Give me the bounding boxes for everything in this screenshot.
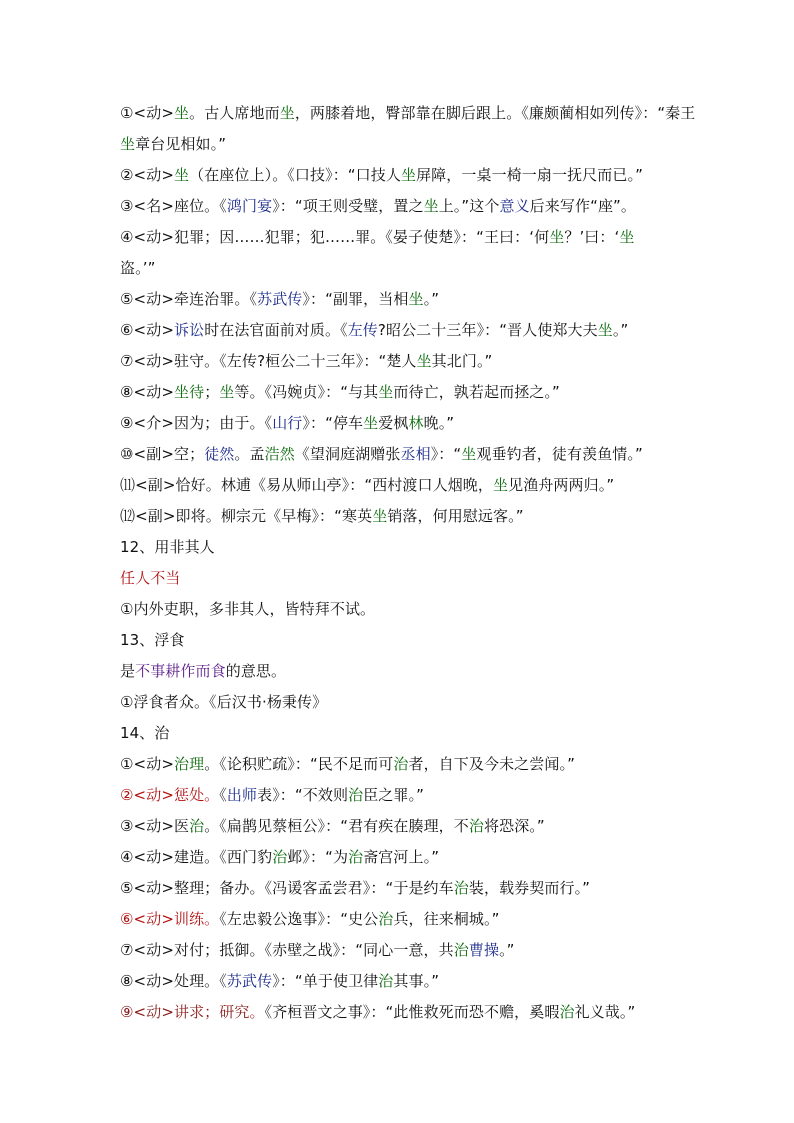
text-segment: 坐	[461, 445, 477, 463]
text-line	[120, 284, 700, 315]
text-segment: 将恐深。”	[484, 817, 545, 835]
text-segment: 其北门。”	[431, 352, 493, 370]
text-segment: 诉讼	[173, 321, 205, 339]
text-segment: 浩然	[264, 445, 295, 463]
text-segment: 不事耕作而食	[135, 662, 226, 680]
text-line	[120, 129, 700, 160]
text-segment: 》：“项王则受璧，置之	[272, 197, 424, 215]
text-segment: 观垂钓者，徒有羡鱼情。”	[476, 445, 643, 463]
text-segment: ⑧<动>处理。《	[120, 972, 227, 990]
text-segment: 《齐桓晋文之事》：“此惟救死而恐不赡，奚暇	[264, 1003, 560, 1021]
text-segment: 治	[272, 848, 288, 866]
text-segment: 苏武传	[257, 290, 303, 308]
text-segment: 鸿门宴	[226, 197, 273, 215]
text-line	[120, 935, 700, 966]
text-line	[120, 997, 700, 1028]
text-segment: ⑦<动>驻守。《左传?桓公二十三年》：“楚人	[120, 352, 417, 370]
text-segment: 14、治	[120, 724, 170, 742]
text-segment: 出师	[226, 786, 258, 804]
text-line	[120, 315, 700, 346]
text-segment: ⑥<动>训练。	[120, 910, 220, 928]
text-segment: ⑤<动>整理；备办。《冯谖客孟尝君》：“于是约车	[120, 879, 454, 897]
text-segment: 斋宫河上。”	[363, 848, 440, 866]
text-line	[120, 780, 700, 811]
text-segment: 治理	[173, 755, 205, 773]
text-segment: ①内外吏职，多非其人，皆特拜不试。	[120, 600, 376, 618]
text-line	[120, 160, 700, 191]
text-line	[120, 594, 700, 625]
text-line	[120, 191, 700, 222]
text-segment: 》：“单于使卫律	[272, 972, 379, 990]
text-segment: 左传	[347, 321, 378, 339]
text-segment: 。《扁鹊见蔡桓公》：“君有疾在腠理，不	[204, 817, 469, 835]
text-line	[120, 718, 700, 749]
text-segment: 13、浮食	[120, 631, 185, 649]
text-segment: 坐	[400, 166, 417, 184]
text-segment: ；	[204, 383, 220, 401]
text-segment: 坐	[416, 352, 432, 370]
text-segment: 坐	[120, 135, 136, 153]
text-segment: ⑨<介>因为；由于。《	[120, 414, 273, 432]
text-segment: 林	[408, 414, 424, 432]
text-segment: 屏障，一桌一椅一扇一抚尺而已。”	[416, 166, 643, 184]
text-segment: 坐	[173, 166, 190, 184]
text-segment: 装，载券契而行。”	[468, 879, 591, 897]
text-segment: 坐	[372, 507, 388, 525]
text-segment: 坐	[423, 197, 439, 215]
text-segment: ①<动>	[120, 755, 174, 773]
text-line	[120, 532, 700, 563]
text-segment: ⑩<副>空；	[120, 445, 205, 463]
text-line	[120, 98, 700, 129]
text-segment: ?昭公二十三年》：“晋人使郑大夫	[377, 321, 598, 339]
text-segment: 12、用非其人	[120, 538, 215, 556]
text-segment: 》：“停车	[302, 414, 364, 432]
text-segment: ④<动>犯罪；因……犯罪；犯……罪。《晏子使楚》：“王曰：‘何	[120, 228, 550, 246]
text-segment: ③<名>座位。《	[120, 197, 227, 215]
text-line	[120, 904, 700, 935]
text-segment: 。”	[499, 941, 515, 959]
text-segment: 坐	[549, 228, 565, 246]
text-line	[120, 811, 700, 842]
text-line	[120, 470, 700, 501]
text-line	[120, 408, 700, 439]
text-segment: 等。《冯婉贞》：“与其	[234, 383, 379, 401]
text-segment: 的意思。	[225, 662, 287, 680]
text-segment: 治	[348, 786, 364, 804]
text-segment: 时在法官面前对质。《	[204, 321, 348, 339]
text-line	[120, 563, 700, 594]
text-segment: ，两膝着地，臀部靠在脚后跟上。《廉颇蔺相如列传》：“秦王	[294, 104, 696, 122]
text-segment: 丞相	[400, 445, 431, 463]
text-line	[120, 687, 700, 718]
text-segment: 坐	[378, 383, 394, 401]
text-segment: 其事。”	[393, 972, 440, 990]
text-segment: 坐	[597, 321, 613, 339]
text-segment: 坐	[408, 290, 424, 308]
text-segment: ④<动>建造。《西门豹	[120, 848, 273, 866]
text-segment: 兵，往来桐城。”	[393, 910, 500, 928]
text-segment: ⑥<动>	[120, 321, 174, 339]
text-segment: 治	[378, 972, 394, 990]
text-segment: 坐	[173, 104, 190, 122]
text-segment: 后来写作“座”。	[529, 197, 637, 215]
text-segment: 苏武传	[226, 972, 273, 990]
text-segment: 邺》：“为	[287, 848, 349, 866]
text-segment: 章台见相如。”	[135, 135, 227, 153]
text-segment: 》：“副罪，当相	[302, 290, 409, 308]
text-segment: 任人不当	[120, 569, 181, 587]
text-segment: 。”	[423, 290, 440, 308]
text-line	[120, 873, 700, 904]
text-segment: 治	[453, 879, 469, 897]
document-body	[120, 98, 700, 1028]
text-segment: 《左忠毅公逸事》：“史公	[219, 910, 379, 928]
text-segment: 曹操	[468, 941, 500, 959]
text-segment: 上。”这个	[438, 197, 500, 215]
text-segment: 坐	[219, 383, 235, 401]
text-segment: 是	[120, 662, 136, 680]
text-segment: ③<动>医	[120, 817, 190, 835]
text-segment: 坐	[279, 104, 295, 122]
text-segment: 爱枫	[378, 414, 409, 432]
text-segment: 治	[189, 817, 205, 835]
text-segment: 臣之罪。”	[363, 786, 424, 804]
text-segment: ⑦<动>对付；抵御。《赤壁之战》：“同心一意，共	[120, 941, 454, 959]
text-segment: 意义	[499, 197, 530, 215]
text-segment: 晚。”	[423, 414, 455, 432]
text-segment: ①<动>	[120, 104, 174, 122]
text-segment: 。”	[612, 321, 629, 339]
text-segment: ②<动>惩处。	[120, 786, 220, 804]
text-segment: ⑾<副>恰好。林逋《易从师山亭》：“西村渡口人烟晚，	[120, 476, 494, 494]
text-segment: 销落，何用慰远客。”	[387, 507, 524, 525]
text-line	[120, 625, 700, 656]
text-segment: 治	[453, 941, 469, 959]
text-line	[120, 842, 700, 873]
text-segment: 治	[393, 755, 409, 773]
text-segment: ①浮食者众。《后汉书·杨秉传》	[120, 693, 328, 711]
text-segment: ⑧<动>	[120, 383, 174, 401]
text-segment: ？’曰：‘	[564, 228, 620, 246]
text-segment: 治	[559, 1003, 575, 1021]
text-segment: 坐待	[173, 383, 205, 401]
text-segment: 而待亡，孰若起而拯之。”	[393, 383, 560, 401]
text-segment: 《望洞庭湖赠张	[294, 445, 401, 463]
text-segment: 徒然	[204, 445, 235, 463]
text-line	[120, 749, 700, 780]
text-line	[120, 501, 700, 532]
text-line	[120, 377, 700, 408]
text-segment: 表》：“不效则	[257, 786, 349, 804]
text-segment: （在座位上）。《口技》：“口技人	[189, 166, 401, 184]
text-segment: 坐	[619, 228, 635, 246]
text-line	[120, 439, 700, 470]
text-line	[120, 253, 700, 284]
text-segment: 《	[219, 786, 227, 804]
text-segment: 盗。’”	[120, 259, 156, 277]
text-line	[120, 656, 700, 687]
text-segment: 。古人席地而	[189, 104, 280, 122]
text-segment: 山行	[272, 414, 303, 432]
text-line	[120, 966, 700, 997]
text-line	[120, 346, 700, 377]
text-segment: 见渔舟两两归。”	[508, 476, 615, 494]
text-segment: 坐	[493, 476, 509, 494]
text-segment: 治	[348, 848, 364, 866]
text-segment: ②<动>	[120, 166, 174, 184]
text-segment: 。《论积贮疏》：“民不足而可	[204, 755, 394, 773]
text-segment: 坐	[363, 414, 379, 432]
text-segment: 治	[378, 910, 394, 928]
text-segment: 》：“	[430, 445, 462, 463]
text-segment: ⑿<副>即将。柳宗元《早梅》：“寒英	[120, 507, 373, 525]
text-segment: 。孟	[234, 445, 265, 463]
text-line	[120, 222, 700, 253]
text-segment: 治	[468, 817, 484, 835]
text-segment: ⑤<动>牵连治罪。《	[120, 290, 258, 308]
text-segment: 礼义哉。”	[574, 1003, 636, 1021]
text-segment: ⑨<动>讲求；研究。	[120, 1003, 265, 1021]
text-segment: 者，自下及今未之尝闻。”	[408, 755, 575, 773]
